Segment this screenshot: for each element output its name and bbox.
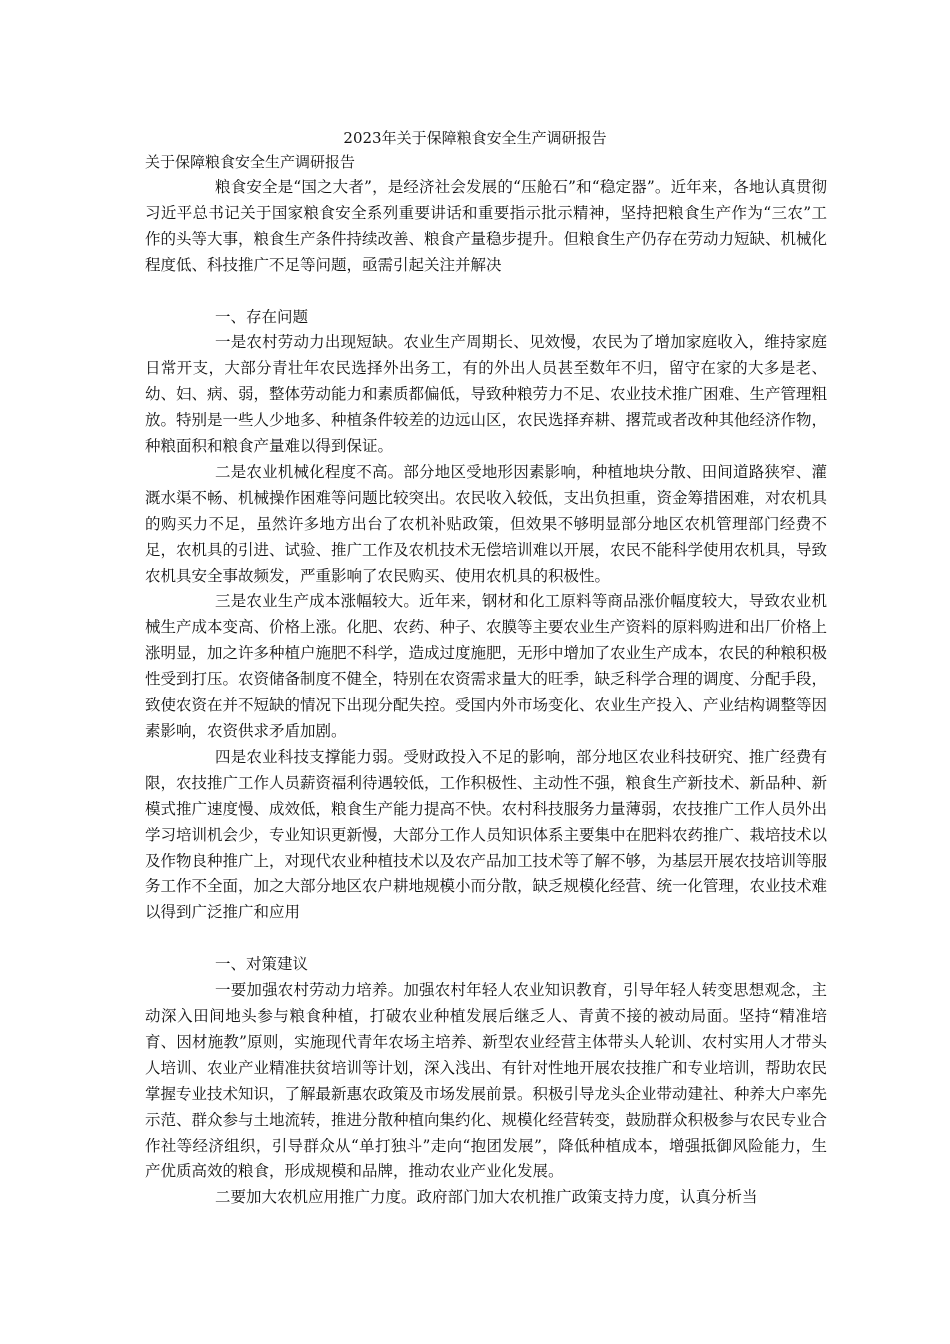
section-heading-suggestions: 一、对策建议	[215, 955, 309, 974]
suggestion-paragraph-1: 一要加强农村劳动力培养。加强农村年轻人农业知识教育，引导年轻人转变思想观念，主动深入田间地头参与粮食种植，打破农业种植发展后继乏人、青黄不接的被动局面。坚持“精准培育、因材施教”原则，实施现代青年农场主培养、新型农业经营主体带头人轮训、农村实用人才带头人培训、农业产业精准扶贫培训等计划，深入浅出、有针对性地开展农技推广和专业培训，帮助农民掌握专业技术知识，了解最新惠农政策及市场发展前景。积极引导龙头企业带动建社、种养大户率先示范、群众参与土地流转，推进分散种植向集约化、规模化经营转变，鼓励群众积极参与农民专业合作社等经济组织，引导群众从“单打独斗”走向“抱团发展”，降低种植成本，增强抵御风险能力，生产优质高效的粮食，形成规模和品牌，推动农业产业化发展。	[145, 981, 828, 1181]
document-title: 2023年关于保障粮食安全生产调研报告	[343, 129, 607, 147]
intro-paragraph: 粮食安全是“国之大者”，是经济社会发展的“压舱石”和“稳定器”。近年来，各地认真贯彻习近平总书记关于国家粮食安全系列重要讲话和重要指示批示精神，坚持把粮食生产作为“三农”工作的头等大事，粮食生产条件持续改善、粮食产量稳步提升。但粮食生产仍存在劳动力短缺、机械化程度低、科技推广不足等问题，亟需引起关注并解决	[145, 178, 828, 274]
document-body	[145, 175, 827, 1211]
section-heading-problems: 一、存在问题	[215, 307, 309, 326]
problem-paragraph-2: 二是农业机械化程度不高。部分地区受地形因素影响，种植地块分散、田间道路狭窄、灌溉水渠不畅、机械操作困难等问题比较突出。农民收入较低，支出负担重，资金筹措困难，对农机具的购买力不足，虽然许多地方出台了农机补贴政策，但效果不够明显部分地区农机管理部门经费不足，农机具的引进、试验、推广工作及农机技术无偿培训难以开展，农民不能科学使用农机具，导致农机具安全事故频发，严重影响了农民购买、使用农机具的积极性。	[145, 462, 828, 585]
problem-paragraph-4: 四是农业科技支撑能力弱。受财政投入不足的影响，部分地区农业科技研究、推广经费有限，农技推广工作人员薪资福利待遇较低，工作积极性、主动性不强，粮食生产新技术、新品种、新模式推广速度慢、成效低，粮食生产能力提高不快。农村科技服务力量薄弱，农技推广工作人员外出学习培训机会少，专业知识更新慢，大部分工作人员知识体系主要集中在肥料农药推广、栽培技术以及作物良种推广上，对现代农业种植技术以及农产品加工技术等了解不够，为基层开展农技培训等服务工作不全面，加之大部分地区农户耕地规模小而分散，缺乏规模化经营、统一化管理，农业技术难以得到广泛推广和应用	[145, 747, 828, 922]
suggestion-paragraph-2: 二要加大农机应用推广力度。政府部门加大农机推广政策支持力度，认真分析当	[215, 1188, 758, 1207]
document-subtitle: 关于保障粮食安全生产调研报告	[145, 153, 356, 171]
problem-paragraph-1: 一是农村劳动力出现短缺。农业生产周期长、见效慢，农民为了增加家庭收入，维持家庭日常开支，大部分青壮年农民选择外出务工，有的外出人员甚至数年不归，留守在家的大多是老、幼、妇、病、弱，整体劳动能力和素质都偏低，导致种粮劳力不足、农业技术推广困难、生产管理粗放。特别是一些人少地多、种植条件较差的边远山区，农民选择弃耕、撂荒或者改种其他经济作物，种粮面积和粮食产量难以得到保证。	[145, 333, 828, 456]
problem-paragraph-3: 三是农业生产成本涨幅较大。近年来，钢材和化工原料等商品涨价幅度较大，导致农业机械生产成本变高、价格上涨。化肥、农药、种子、农膜等主要农业生产资料的原料购进和出厂价格上涨明显，加之许多种植户施肥不科学，造成过度施肥，无形中增加了农业生产成本，农民的种粮积极性受到打压。农资储备制度不健全，特别在农资需求量大的旺季，缺乏科学合理的调度、分配手段，致使农资在并不短缺的情况下出现分配失控。受国内外市场变化、农业生产投入、产业结构调整等因素影响，农资供求矛盾加剧。	[145, 592, 828, 741]
